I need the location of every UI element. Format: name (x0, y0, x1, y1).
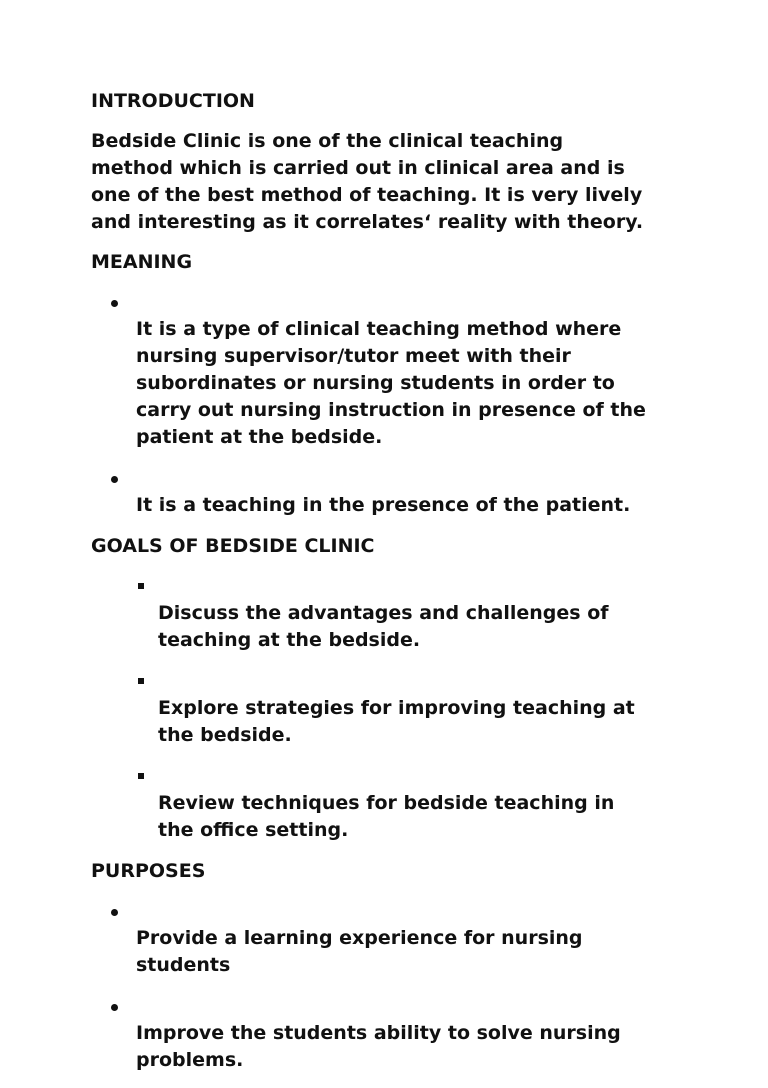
goals-item-text: Explore strategies for improving teaching at the bedside. (158, 697, 635, 746)
bullet-square-icon (138, 678, 144, 684)
purposes-list (91, 898, 691, 1074)
meaning-list-item (91, 465, 691, 519)
bullet-dot-icon (111, 909, 118, 916)
purposes-list-item (91, 993, 691, 1074)
goals-list-item (91, 573, 691, 654)
bullet-dot-icon (111, 476, 118, 483)
meaning-list (91, 289, 691, 519)
purposes-item-text: Provide a learning experience for nursing students (136, 927, 583, 976)
goals-list (91, 573, 691, 844)
document-body (91, 88, 691, 1088)
introduction-paragraph: Bedside Clinic is one of the clinical teaching method which is carried out in clinical area and is one of the best method of teaching. It is very lively and interesting as it correlates‘ reality with theory. (91, 130, 644, 233)
purposes-list-item (91, 898, 691, 979)
bullet-dot-icon (111, 300, 118, 307)
purposes-item-text: Improve the students ability to solve nursing problems. (136, 1022, 621, 1071)
meaning-item-text: It is a type of clinical teaching method where nursing supervisor/tutor meet with their subordinates or nursing students in order to carry out nursing instruction in presence of the patient at the bedside. (136, 318, 646, 448)
goals-item-text: Review techniques for bedside teaching in the office setting. (158, 792, 615, 841)
meaning-heading: MEANING (91, 251, 193, 273)
goals-item-text: Discuss the advantages and challenges of teaching at the bedside. (158, 602, 609, 651)
goals-heading: GOALS OF BEDSIDE CLINIC (91, 535, 375, 557)
meaning-list-item (91, 289, 691, 451)
bullet-square-icon (138, 583, 144, 589)
bullet-square-icon (138, 773, 144, 779)
meaning-item-text: It is a teaching in the presence of the patient. (136, 494, 631, 516)
purposes-heading: PURPOSES (91, 860, 206, 882)
introduction-heading: INTRODUCTION (91, 90, 255, 112)
goals-list-item (91, 763, 691, 844)
goals-list-item (91, 668, 691, 749)
bullet-dot-icon (111, 1004, 118, 1011)
